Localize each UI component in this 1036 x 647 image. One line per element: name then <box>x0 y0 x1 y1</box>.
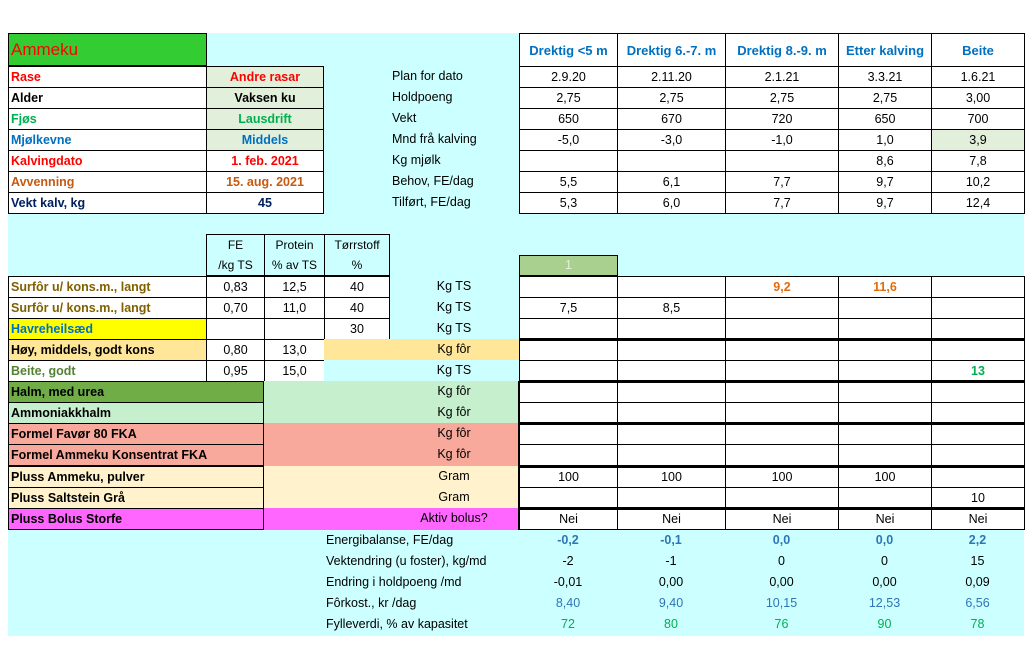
animal-value[interactable]: Lausdrift <box>206 108 324 130</box>
feed-amount[interactable] <box>838 297 932 319</box>
feed-amount[interactable]: 13 <box>931 360 1025 382</box>
feed-amount[interactable]: 9,2 <box>725 276 839 298</box>
feed-amount[interactable] <box>931 466 1025 488</box>
result-value: 0,00 <box>658 575 684 590</box>
result-value: -2 <box>562 554 574 569</box>
plan-row-label: Mnd frå kalving <box>392 132 477 147</box>
feed-amount[interactable] <box>725 318 839 340</box>
plan-value[interactable]: 7,8 <box>931 150 1025 172</box>
plan-value[interactable]: 3.3.21 <box>838 66 932 88</box>
feed-amount[interactable] <box>931 339 1025 361</box>
feed-amount[interactable] <box>838 360 932 382</box>
feed-amount[interactable]: 7,5 <box>519 297 618 319</box>
animal-label: Kalvingdato <box>8 150 207 172</box>
animal-label: Vekt kalv, kg <box>8 192 207 214</box>
group-separator <box>519 338 1024 341</box>
plan-value[interactable]: 3,00 <box>931 87 1025 109</box>
feed-amount[interactable] <box>519 276 618 298</box>
feed-amount[interactable] <box>838 402 932 424</box>
feed-name: Formel Favør 80 FKA <box>8 423 264 445</box>
fe-header-line2: /kg TS <box>218 258 253 272</box>
feed-name: Halm, med urea <box>8 381 264 403</box>
feed-amount[interactable] <box>931 318 1025 340</box>
plan-value[interactable]: -5,0 <box>519 129 618 151</box>
plan-value[interactable]: 670 <box>617 108 726 130</box>
feed-unit: Aktiv bolus? <box>420 511 488 526</box>
feed-amount[interactable] <box>617 487 726 509</box>
feed-unit: Kg fôr <box>437 426 471 441</box>
plan-value[interactable]: 2,75 <box>725 87 839 109</box>
plan-value[interactable] <box>617 150 726 172</box>
feed-fe[interactable]: 0,83 <box>206 276 265 298</box>
plan-value[interactable]: 2,75 <box>519 87 618 109</box>
plan-value[interactable]: 7,7 <box>725 192 839 214</box>
feed-protein[interactable]: 13,0 <box>264 339 325 361</box>
feed-amount[interactable]: Nei <box>931 508 1025 530</box>
feed-name: Pluss Ammeku, pulver <box>8 466 264 488</box>
result-value: 76 <box>774 617 789 632</box>
plan-value[interactable]: 650 <box>519 108 618 130</box>
plan-value[interactable]: 720 <box>725 108 839 130</box>
feed-amount[interactable] <box>725 381 839 403</box>
plan-value[interactable]: 12,4 <box>931 192 1025 214</box>
feed-amount[interactable] <box>931 297 1025 319</box>
result-value: -0,2 <box>557 533 579 548</box>
protein-header-line1: Protein <box>275 238 314 252</box>
result-value: 0,0 <box>772 533 791 548</box>
plan-row-label: Kg mjølk <box>392 153 441 168</box>
result-value: 0,09 <box>965 575 990 590</box>
result-value: 72 <box>561 617 575 632</box>
feed-amount[interactable] <box>725 339 839 361</box>
animal-value[interactable]: 45 <box>206 192 324 214</box>
feed-amount[interactable] <box>725 297 839 319</box>
feed-name: Formel Ammeku Konsentrat FKA <box>8 444 264 466</box>
feed-amount[interactable] <box>519 444 618 466</box>
title-cell: Ammeku <box>8 33 207 66</box>
feed-amount[interactable] <box>519 381 618 403</box>
plan-value[interactable]: 2.1.21 <box>725 66 839 88</box>
feed-fe[interactable] <box>206 318 265 340</box>
feed-amount[interactable] <box>617 360 726 382</box>
feed-unit: Kg fôr <box>437 342 471 357</box>
plan-value[interactable]: 7,7 <box>725 171 839 193</box>
plan-value[interactable]: 6,1 <box>617 171 726 193</box>
feed-amount[interactable] <box>838 444 932 466</box>
plan-value[interactable]: 5,3 <box>519 192 618 214</box>
plan-value[interactable]: -1,0 <box>725 129 839 151</box>
result-label: Vektendring (u foster), kg/md <box>326 554 487 569</box>
feed-fe[interactable]: 0,80 <box>206 339 265 361</box>
plan-value[interactable]: 2,75 <box>617 87 726 109</box>
animal-value[interactable]: Andre rasar <box>206 66 324 88</box>
plan-value[interactable]: 9,7 <box>838 171 932 193</box>
plan-value[interactable] <box>519 150 618 172</box>
result-value: 12,53 <box>868 596 901 611</box>
feed-amount[interactable] <box>617 318 726 340</box>
plan-row-label: Plan for dato <box>392 69 463 84</box>
feed-protein[interactable]: 11,0 <box>264 297 325 319</box>
feed-marker-cell[interactable]: 1 <box>519 255 618 276</box>
protein-header-line2: % av TS <box>271 258 318 272</box>
feed-protein[interactable] <box>264 318 325 340</box>
feed-fe[interactable]: 0,95 <box>206 360 265 382</box>
feed-ts[interactable]: 40 <box>324 276 390 298</box>
result-value: 0,00 <box>872 575 897 590</box>
fe-header-line1: FE <box>227 238 244 252</box>
animal-label: Mjølkevne <box>8 129 207 151</box>
feed-name: Surfôr u/ kons.m., langt <box>8 297 207 319</box>
result-value: 2,2 <box>968 533 987 548</box>
feed-amount[interactable] <box>617 381 726 403</box>
period-header: Beite <box>931 33 1025 67</box>
animal-value[interactable]: Vaksen ku <box>206 87 324 109</box>
feed-unit: Kg TS <box>436 363 472 378</box>
feed-amount[interactable] <box>519 339 618 361</box>
feed-name: Beite, godt <box>8 360 207 382</box>
plan-row-label: Tilført, FE/dag <box>392 195 471 210</box>
group-separator <box>519 465 1024 468</box>
feed-amount[interactable] <box>931 444 1025 466</box>
feed-amount[interactable]: 100 <box>519 466 618 488</box>
feed-amount[interactable] <box>725 487 839 509</box>
result-value: 80 <box>664 617 678 632</box>
result-label: Endring i holdpoeng /md <box>326 575 462 590</box>
plan-value[interactable]: 6,0 <box>617 192 726 214</box>
feed-amount[interactable] <box>931 423 1025 445</box>
feed-amount[interactable] <box>838 487 932 509</box>
plan-value[interactable]: 2.9.20 <box>519 66 618 88</box>
result-value: 0,0 <box>875 533 894 548</box>
feed-amount[interactable] <box>931 276 1025 298</box>
animal-label: Alder <box>8 87 207 109</box>
plan-value[interactable]: 8,6 <box>838 150 932 172</box>
feed-amount[interactable]: Nei <box>838 508 932 530</box>
feed-unit: Kg fôr <box>437 384 471 399</box>
feed-name: Pluss Bolus Storfe <box>8 508 264 530</box>
feed-amount[interactable] <box>519 360 618 382</box>
plan-value[interactable]: 1.6.21 <box>931 66 1025 88</box>
period-header: Etter kalving <box>838 33 932 67</box>
plan-value[interactable]: 5,5 <box>519 171 618 193</box>
plan-row-label: Behov, FE/dag <box>392 174 474 189</box>
feed-amount[interactable] <box>725 423 839 445</box>
feed-unit: Kg TS <box>436 279 472 294</box>
feed-amount[interactable] <box>519 318 618 340</box>
feed-amount[interactable] <box>617 444 726 466</box>
plan-value[interactable] <box>725 150 839 172</box>
feed-protein[interactable]: 15,0 <box>264 360 325 382</box>
feed-unit: Gram <box>438 490 470 505</box>
feed-amount[interactable] <box>519 423 618 445</box>
result-value: 10,15 <box>765 596 798 611</box>
plan-value[interactable]: 2.11.20 <box>617 66 726 88</box>
feed-amount[interactable] <box>617 276 726 298</box>
result-value: 0,00 <box>769 575 794 590</box>
feed-unit: Gram <box>438 469 470 484</box>
plan-value[interactable]: 10,2 <box>931 171 1025 193</box>
feed-ts[interactable]: 40 <box>324 297 390 319</box>
plan-value[interactable]: 700 <box>931 108 1025 130</box>
result-value: -0,01 <box>553 575 583 590</box>
plan-row-label: Holdpoeng <box>392 90 453 105</box>
feed-amount[interactable] <box>931 402 1025 424</box>
result-label: Energibalanse, FE/dag <box>326 533 454 548</box>
period-header: Drektig 6.-7. m <box>617 33 726 67</box>
group-separator <box>519 380 1024 383</box>
feed-amount[interactable] <box>931 381 1025 403</box>
feed-amount[interactable]: 10 <box>931 487 1025 509</box>
feed-amount[interactable]: 11,6 <box>838 276 932 298</box>
feed-amount[interactable]: 100 <box>725 466 839 488</box>
feed-unit: Kg TS <box>436 321 472 336</box>
feed-amount[interactable]: 8,5 <box>617 297 726 319</box>
feed-amount[interactable] <box>725 360 839 382</box>
plan-value[interactable]: 3,9 <box>931 129 1025 151</box>
result-value: 0 <box>778 554 785 569</box>
result-label: Fylleverdi, % av kapasitet <box>326 617 468 632</box>
result-value: 78 <box>970 617 985 632</box>
feed-amount[interactable] <box>519 402 618 424</box>
animal-label: Fjøs <box>8 108 207 130</box>
feed-unit: Kg fôr <box>437 405 471 420</box>
feed-amount[interactable] <box>838 339 932 361</box>
animal-value[interactable]: 15. aug. 2021 <box>206 171 324 193</box>
feed-amount[interactable] <box>838 423 932 445</box>
feed-amount[interactable] <box>725 402 839 424</box>
result-value: -0,1 <box>660 533 682 548</box>
plan-value[interactable]: -3,0 <box>617 129 726 151</box>
feed-fe[interactable]: 0,70 <box>206 297 265 319</box>
ts-header-line1: Tørrstoff <box>334 238 380 252</box>
feed-amount[interactable]: Nei <box>725 508 839 530</box>
feed-amount[interactable] <box>519 487 618 509</box>
animal-value[interactable]: Middels <box>206 129 324 151</box>
feed-name: Høy, middels, godt kons <box>8 339 207 361</box>
feed-name: Surfôr u/ kons.m., langt <box>8 276 207 298</box>
plan-row-label: Vekt <box>392 111 417 126</box>
feed-amount[interactable] <box>617 339 726 361</box>
plan-value[interactable]: 9,7 <box>838 192 932 214</box>
plan-value[interactable]: 1,0 <box>838 129 932 151</box>
result-label: Fôrkost., kr /dag <box>326 596 417 611</box>
feed-amount[interactable] <box>617 423 726 445</box>
ts-header-line2: % <box>351 258 363 272</box>
feed-unit: Kg TS <box>436 300 472 315</box>
animal-label: Rase <box>8 66 207 88</box>
feed-amount[interactable] <box>617 402 726 424</box>
period-header: Drektig <5 m <box>519 33 618 67</box>
animal-label: Avvenning <box>8 171 207 193</box>
feed-amount[interactable]: Nei <box>617 508 726 530</box>
result-value: 6,56 <box>965 596 990 611</box>
plan-value[interactable]: 2,75 <box>838 87 932 109</box>
result-value: 9,40 <box>658 596 684 611</box>
feed-name: Ammoniakkhalm <box>8 402 264 424</box>
result-value: 8,40 <box>555 596 581 611</box>
feed-amount[interactable] <box>725 444 839 466</box>
feed-ts[interactable]: 30 <box>324 318 390 340</box>
feed-amount[interactable]: 100 <box>617 466 726 488</box>
result-value: -1 <box>665 554 677 569</box>
result-value: 0 <box>881 554 888 569</box>
feed-unit: Kg fôr <box>437 447 471 462</box>
period-header: Drektig 8.-9. m <box>725 33 839 67</box>
result-value: 90 <box>877 617 892 632</box>
feed-protein[interactable]: 12,5 <box>264 276 325 298</box>
feed-amount[interactable]: 100 <box>838 466 932 488</box>
result-value: 15 <box>970 554 985 569</box>
group-separator <box>519 422 1024 425</box>
feed-amount[interactable] <box>838 318 932 340</box>
feed-amount[interactable] <box>838 381 932 403</box>
plan-value[interactable]: 650 <box>838 108 932 130</box>
animal-value[interactable]: 1. feb. 2021 <box>206 150 324 172</box>
group-separator <box>519 507 1024 510</box>
feed-amount[interactable]: Nei <box>519 508 618 530</box>
feed-name: Pluss Saltstein Grå <box>8 487 264 509</box>
feed-name: Havreheilsæd <box>8 318 207 340</box>
